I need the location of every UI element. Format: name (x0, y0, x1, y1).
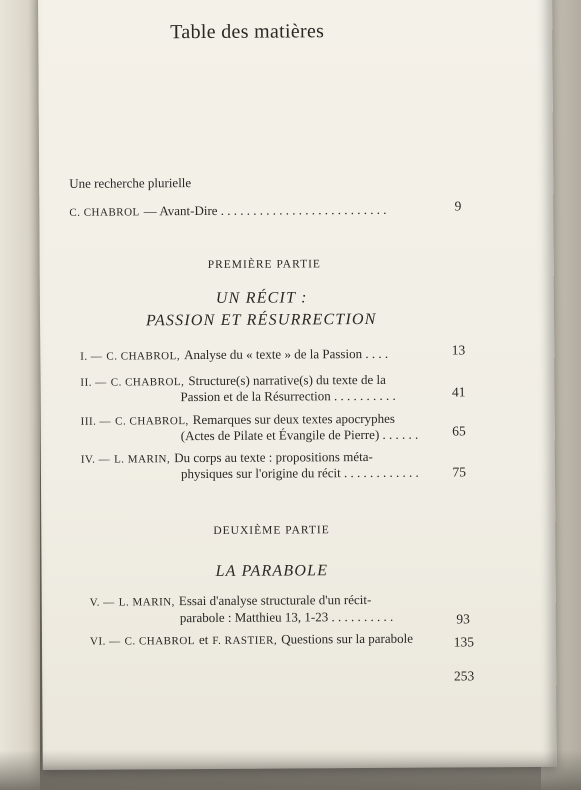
entry-title-continued: parabole : Matthieu 13, 1-23 . . . . . . . . . . (179, 608, 394, 626)
entry-number: VI. — (89, 635, 121, 648)
entry-author: L. MARIN, (114, 453, 171, 466)
entry-author: C. CHABROL (124, 635, 196, 648)
part-label: DEUXIÈME PARTIE (213, 524, 330, 537)
page-number: 13 (451, 342, 466, 358)
entry-title: Du corps au texte : propositions méta- (174, 448, 373, 466)
entry-title: Essai d'analyse structurale d'un récit- (178, 591, 372, 609)
entry-author-2: F. RASTIER, (212, 634, 278, 647)
entry-title: Remarques sur deux textes apocryphes (192, 410, 395, 428)
page-number: 41 (451, 384, 466, 400)
entry-number: IV. — (80, 453, 111, 466)
entry-title: Analyse du « texte » de la Passion . . . . (184, 345, 389, 363)
entry-title-continued: Passion et de la Résurrection . . . . . . . . . . (180, 387, 396, 405)
part-label: PREMIÈRE PARTIE (207, 258, 321, 271)
entry-number: II. — (80, 376, 107, 389)
entry-number: V. — (89, 596, 115, 609)
toc-entry-5 (90, 591, 372, 611)
entry-author: C. CHABROL, (106, 350, 181, 363)
entry-title: — Avant-Dire . . . . . . . . . . . . . . . . . . . . . . . . . . (143, 201, 387, 219)
page-title: Table des matières (170, 20, 325, 44)
intro-heading: Une recherche plurielle (69, 175, 192, 191)
table-shadow (0, 750, 581, 790)
entry-title: Questions sur la parabole (281, 630, 414, 647)
toc-entry-6 (90, 630, 413, 650)
part-title: LA PARABOLE (215, 562, 329, 580)
entry-number: I. — (80, 350, 103, 363)
page-number: 135 (453, 634, 475, 650)
entry-author: L. MARIN, (118, 596, 175, 609)
page-number: 9 (454, 198, 462, 214)
part-title-line1: UN RÉCIT : (215, 289, 308, 307)
entry-title: Structure(s) narrative(s) du texte de la (188, 371, 386, 389)
toc-entry-1 (80, 345, 388, 365)
entry-author: C. CHABROL (69, 206, 140, 219)
entry-conjunction: et (198, 631, 209, 648)
entry-author: C. CHABROL, (115, 415, 189, 428)
entry-author: C. CHABROL, (110, 376, 185, 389)
page-number: 75 (452, 464, 466, 480)
page-number: 93 (456, 611, 470, 627)
folio-number: 253 (453, 668, 475, 684)
page-number: 65 (452, 423, 466, 439)
entry-number: III. — (80, 415, 112, 428)
facing-page-edge (0, 0, 40, 790)
book-page (38, 0, 557, 770)
intro-entry (69, 201, 386, 221)
entry-title-continued: (Actes de Pilate et Évangile de Pierre) . . . . . . (180, 426, 419, 444)
entry-title-continued: physiques sur l'origine du récit . . . . . . . . . . . . (180, 464, 419, 482)
part-title-line2: PASSION ET RÉSURRECTION (145, 310, 377, 330)
